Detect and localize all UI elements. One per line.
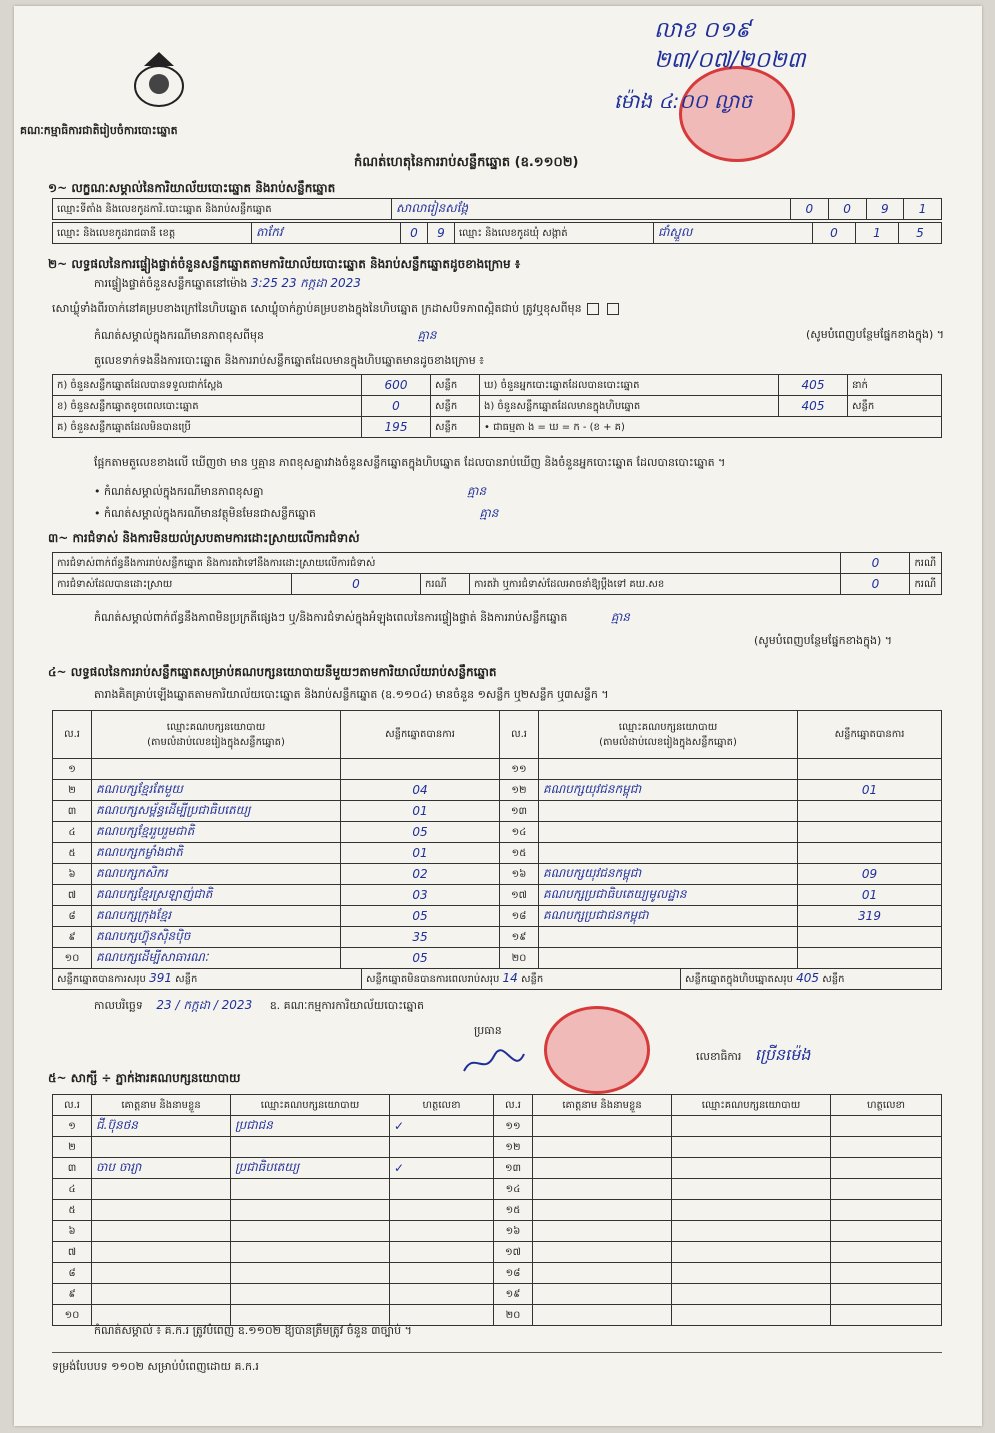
witness-no: ១៥ [494, 1200, 533, 1221]
result-party [539, 927, 798, 948]
result-party [539, 843, 798, 864]
result-no: ១៣ [500, 801, 539, 822]
result-votes [798, 822, 942, 843]
province-label: ឈ្មោះ និងលេខកូដរាជធានី ខេត្ត [53, 223, 252, 244]
witness-no: ១៩ [494, 1284, 533, 1305]
witness-party: ប្រជាធិបតេយ្យ [231, 1158, 390, 1179]
result-no: ១២ [500, 780, 539, 801]
intro-day: 23 [281, 276, 297, 290]
result-votes: 05 [341, 906, 500, 927]
witness-party [231, 1305, 390, 1326]
witness-name [533, 1137, 672, 1158]
office-code-1: 0 [791, 199, 829, 220]
sign-org: ឧ. គណៈកម្មការការិយាល័យបោះឆ្នោត [269, 999, 424, 1012]
section3-note-label: កំណត់សម្គាល់ពាក់ព័ន្ធនឹងភាពមិនប្រក្រតីផ្សេងៗ ឬ/និងការជំទាស់ក្នុងអំឡុងពេលនៃការផ្ទៀងផ្ទាត់ និងការរាប់សន្លឹកឆ្នោត [94, 611, 568, 624]
witness-sign [390, 1263, 494, 1284]
result-votes: 01 [798, 885, 942, 906]
table-row [53, 885, 942, 906]
witness-sign [831, 1284, 942, 1305]
witness-name [92, 1242, 231, 1263]
objection-row3-value: 0 [841, 574, 910, 595]
result-votes: 02 [341, 864, 500, 885]
section3-hint: (សូមបំពេញបន្ថែមផ្នែកខាងក្នុង) ។ [754, 634, 893, 647]
witness-party [672, 1137, 831, 1158]
witness-party [231, 1221, 390, 1242]
result-no: ១៦ [500, 864, 539, 885]
witness-party [672, 1305, 831, 1326]
result-votes: 319 [798, 906, 942, 927]
witness-name [533, 1179, 672, 1200]
witness-name [92, 1284, 231, 1305]
table-row [53, 1158, 942, 1179]
result-no: ៣ [53, 801, 92, 822]
witness-name [533, 1221, 672, 1242]
count-e-value: 405 [779, 396, 848, 417]
result-votes [798, 801, 942, 822]
witness-no: ១៧ [494, 1242, 533, 1263]
result-no: ២ [53, 780, 92, 801]
witness-no: ៣ [53, 1158, 92, 1179]
witness-name [533, 1284, 672, 1305]
witness-no: ១១ [494, 1116, 533, 1137]
witness-no: ៥ [53, 1200, 92, 1221]
table-row [53, 1137, 942, 1158]
office-code-2: 0 [828, 199, 866, 220]
witness-party [231, 1263, 390, 1284]
table-row [53, 822, 942, 843]
table-row [53, 1242, 942, 1263]
count-a-value: 600 [362, 375, 431, 396]
result-no: ១៩ [500, 927, 539, 948]
table-row [53, 1284, 942, 1305]
result-no: ១ [53, 759, 92, 780]
date-label: កាលបរិច្ឆេទ [94, 999, 143, 1012]
col-party-left-sub: (តាមលំដាប់លេខរៀងក្នុងសន្លឹកឆ្នោត) [147, 736, 285, 748]
witness-sign [831, 1242, 942, 1263]
witness-no: ៤ [53, 1179, 92, 1200]
commune-value: ជាំស្នួល [654, 223, 813, 244]
witness-sign [390, 1305, 494, 1326]
witness-no: ១០ [53, 1305, 92, 1326]
witness-sign [390, 1221, 494, 1242]
w-col-party-left: ឈ្មោះគណបក្សនយោបាយ [231, 1095, 390, 1116]
witness-sign [390, 1242, 494, 1263]
col-party-right [539, 711, 798, 759]
section1-table [52, 198, 942, 220]
witness-party [231, 1137, 390, 1158]
total-valid-cell [53, 969, 362, 990]
result-party: គណបក្សខ្មែរស្រឡាញ់ជាតិ [92, 885, 341, 906]
section2-intro-2 [52, 302, 942, 316]
count-b-value: 0 [362, 396, 431, 417]
witness-no: ១៨ [494, 1263, 533, 1284]
emblem-icon [124, 46, 194, 110]
result-party: គណបក្សខ្មែរតែមួយ [92, 780, 341, 801]
count-c-unit: សន្លឹក [431, 417, 480, 438]
table-row [53, 1200, 942, 1221]
witness-sign [390, 1200, 494, 1221]
result-votes: 05 [341, 822, 500, 843]
secretary-line [696, 1045, 811, 1064]
witness-sign [390, 1137, 494, 1158]
col-votes-right: សន្លឹកឆ្នោតបានការ [798, 711, 942, 759]
form-title: កំណត់ហេតុនៃការរាប់សន្លឹកឆ្នោត (ឧ.១១០២) [354, 155, 579, 170]
intro-text-2: សោឃ្លុំទាំងពីរចាក់នៅគម្របខាងក្រៅនៃហិបឆ្នោត សោឃ្លុំចាក់ភ្ជាប់គម្របខាងក្នុងនៃហិបឆ្នោត ក្រដាសបិទភាពស្អិតជាប់ ត្រូវឬខុសពីមុន [52, 302, 582, 315]
check-line: ផ្អែកតាមតួលេខខាងលើ ឃើញថា មាន ឬគ្មាន ភាពខុសគ្នារវាងចំនួនសន្លឹកឆ្នោតក្នុងហិបឆ្នោត ដែលបានរាប់ឃើញ និងចំនួនអ្នកបោះឆ្នោត ដែលបានបោះឆ្នោត ។ [94, 456, 726, 469]
counts-row [53, 417, 942, 438]
witness-sign [831, 1179, 942, 1200]
result-no: ៦ [53, 864, 92, 885]
diff-value: គ្មាន [467, 484, 487, 498]
result-party: គណបក្សខ្មែររួបរួមជាតិ [92, 822, 341, 843]
result-party [539, 822, 798, 843]
result-party [539, 801, 798, 822]
results-table [52, 710, 942, 969]
section4-title: ៤~ លទ្ធផលនៃការរាប់សន្លឹកឆ្នោតសម្រាប់គណបក្សនយោបាយនីមួយៗតាមការិយាល័យរាប់សន្លឹកឆ្នោត [48, 665, 497, 679]
witness-no: ១៣ [494, 1158, 533, 1179]
result-party [539, 759, 798, 780]
witness-no: ២ [53, 1137, 92, 1158]
total-invalid-value: 14 [502, 971, 518, 985]
witness-sign [390, 1284, 494, 1305]
commune-code-1: 0 [813, 223, 856, 244]
result-no: ១៤ [500, 822, 539, 843]
official-seal [544, 1006, 650, 1094]
witness-party [672, 1116, 831, 1137]
section3-note [94, 610, 944, 625]
section3-table [52, 552, 942, 595]
witness-no: ២០ [494, 1305, 533, 1326]
office-value: សាលារៀនសង្កែ [392, 199, 791, 220]
result-votes [798, 759, 942, 780]
secretary-sign: ប្រើនម៉េង [754, 1045, 811, 1064]
witness-name [92, 1179, 231, 1200]
result-party: គណបក្សក្រុងខ្មែរ [92, 906, 341, 927]
section3-note-value: គ្មាន [610, 610, 630, 624]
form-sheet [14, 6, 982, 1426]
witness-sign [831, 1221, 942, 1242]
witness-party [672, 1284, 831, 1305]
section3-title: ៣~ ការជំទាស់ និងការមិនយល់ស្របតាមការដោះស្រាយលើការជំទាស់ [48, 531, 360, 545]
witness-table [52, 1094, 942, 1326]
checkbox-correct[interactable] [587, 303, 599, 315]
w-col-sign-left: ហត្ថលេខា [390, 1095, 494, 1116]
witness-no: ១៦ [494, 1221, 533, 1242]
hand-time: ម៉ោង ៤:០០ ល្ងាច [614, 89, 753, 113]
witness-sign [831, 1305, 942, 1326]
result-party: គណបក្សប្រជាជនកម្ពុជា [539, 906, 798, 927]
count-b-unit: សន្លឹក [431, 396, 480, 417]
table-row [53, 1305, 942, 1326]
total-box-cell [681, 969, 942, 990]
result-no: ៩ [53, 927, 92, 948]
result-votes: 01 [341, 843, 500, 864]
note-line [94, 328, 944, 343]
commune-code-2: 1 [856, 223, 899, 244]
witness-sign [831, 1263, 942, 1284]
diff-line [94, 484, 944, 499]
witness-name [533, 1200, 672, 1221]
result-votes [798, 843, 942, 864]
result-no: ១៥ [500, 843, 539, 864]
objection-row2-label: ការជំទាស់ដែលបានដោះស្រាយ [53, 574, 292, 595]
total-box-unit: សន្លឹក [822, 974, 845, 985]
count-c-value: 195 [362, 417, 431, 438]
witness-name [533, 1116, 672, 1137]
table-row [53, 948, 942, 969]
witness-no: ៦ [53, 1221, 92, 1242]
witness-party [231, 1242, 390, 1263]
intro-text-1: ការផ្ទៀងផ្ទាត់ចំនួនសន្លឹកឆ្នោតនៅម៉ោង [94, 277, 248, 290]
section1-table-2 [52, 222, 942, 244]
objection-row3-label: ការតវ៉ា ឬការជំទាស់ដែលអាចនាំឱ្យប្តឹងទៅ គឃ.សខ [470, 574, 841, 595]
witness-name: ចាប ចារ្យា [92, 1158, 231, 1179]
result-no: ៤ [53, 822, 92, 843]
result-party: គណបក្សហ៊្វុនស៊ិនប៉ិច [92, 927, 341, 948]
result-party: គណបក្សប្រជាធិបតេយ្យមូលដ្ឋាន [539, 885, 798, 906]
count-d-value: 405 [779, 375, 848, 396]
witness-no: ១៤ [494, 1179, 533, 1200]
witness-party [672, 1242, 831, 1263]
witness-party [672, 1200, 831, 1221]
counts-table [52, 374, 942, 438]
result-votes [798, 927, 942, 948]
table-row [53, 759, 942, 780]
hand-number: លាខ ០១៩ [654, 18, 751, 43]
total-box-label: សន្លឹកឆ្នោតក្នុងហិបឆ្នោតសរុប [685, 974, 793, 985]
counts-row [53, 396, 942, 417]
count-a-unit: សន្លឹក [431, 375, 480, 396]
witness-party [672, 1263, 831, 1284]
table-row [53, 780, 942, 801]
footer-form: ទម្រង់បែបបទ ១១០២ សម្រាប់បំពេញដោយ គ.ក.រ [52, 1360, 259, 1373]
w-col-name-left: គោត្តនាម និងនាមខ្លួន [92, 1095, 231, 1116]
result-votes [798, 948, 942, 969]
result-votes: 03 [341, 885, 500, 906]
note-label: កំណត់សម្គាល់ក្នុងករណីមានភាពខុសពីមុន [94, 329, 264, 342]
table-row [53, 927, 942, 948]
result-party: គណបក្សយុវជនកម្ពុជា [539, 864, 798, 885]
intro-month: កក្កដា [300, 276, 327, 290]
org-name: គណៈកម្មាធិការជាតិរៀបចំការបោះឆ្នោត [20, 124, 178, 137]
footer-note: កំណត់សម្គាល់ ៖ គ.ក.រ ត្រូវបំពេញ ឧ.១១០២ ឱ្យបានត្រឹមត្រូវ ចំនួន ៣ច្បាប់ ។ [94, 1324, 412, 1337]
witness-no: ៨ [53, 1263, 92, 1284]
w-col-name-right: គោត្តនាម និងនាមខ្លួន [533, 1095, 672, 1116]
witness-name: ជី.ប៊ុនថន [92, 1116, 231, 1137]
result-party [92, 759, 341, 780]
office-label: ឈ្មោះទីតាំង និងលេខកូដការិ.បោះឆ្នោត និងរាប់សន្លឹកឆ្នោត [53, 199, 392, 220]
witness-party [231, 1284, 390, 1305]
witness-sign [831, 1116, 942, 1137]
witness-no: ១ [53, 1116, 92, 1137]
witness-name [533, 1305, 672, 1326]
result-no: ៥ [53, 843, 92, 864]
witness-sign [831, 1137, 942, 1158]
total-valid-value: 391 [149, 971, 172, 985]
witness-party [231, 1179, 390, 1200]
result-votes: 35 [341, 927, 500, 948]
col-no-right: ល.រ [500, 711, 539, 759]
witness-no: ៧ [53, 1242, 92, 1263]
witness-name [533, 1158, 672, 1179]
object-line [94, 506, 944, 521]
footer-divider [52, 1352, 942, 1353]
total-invalid-cell [362, 969, 681, 990]
table-row [53, 801, 942, 822]
w-col-no-left: ល.រ [53, 1095, 92, 1116]
office-code-4: 1 [904, 199, 942, 220]
result-party: គណបក្សសម្ព័ន្ធដើម្បីប្រជាធិបតេយ្យ [92, 801, 341, 822]
col-party-right-title: ឈ្មោះគណបក្សនយោបាយ [618, 721, 718, 733]
total-box-value: 405 [796, 971, 820, 985]
witness-name [533, 1263, 672, 1284]
objection-row3-unit: ករណី [910, 574, 942, 595]
w-col-no-right: ល.រ [494, 1095, 533, 1116]
col-party-left-title: ឈ្មោះគណបក្សនយោបាយ [166, 721, 266, 733]
office-code-3: 9 [866, 199, 904, 220]
count-a-label: ក) ចំនួនសន្លឹកឆ្នោតដែលបានទទួលជាក់ស្តែង [53, 375, 362, 396]
count-e-label: ង) ចំនួនសន្លឹកឆ្នោតដែលមានក្នុងហិបឆ្នោត [480, 396, 779, 417]
col-votes-left: សន្លឹកឆ្នោតបានការ [341, 711, 500, 759]
witness-sign: ✓ [390, 1158, 494, 1179]
witness-party [672, 1221, 831, 1242]
object-value: គ្មាន [479, 506, 499, 520]
table-row [53, 843, 942, 864]
result-party: គណបក្សកម្លាំងជាតិ [92, 843, 341, 864]
w-col-party-right: ឈ្មោះគណបក្សនយោបាយ [672, 1095, 831, 1116]
result-no: ១០ [53, 948, 92, 969]
secretary-label: លេខាធិការ [696, 1050, 742, 1063]
witness-name [92, 1263, 231, 1284]
result-votes: 01 [341, 801, 500, 822]
col-party-right-sub: (តាមលំដាប់លេខរៀងក្នុងសន្លឹកឆ្នោត) [599, 736, 737, 748]
witness-party [672, 1158, 831, 1179]
result-party: គណបក្សដើម្បីសាធារណៈ [92, 948, 341, 969]
chair-signature [459, 1046, 529, 1085]
witness-sign [831, 1158, 942, 1179]
witness-sign: ✓ [390, 1116, 494, 1137]
count-formula: • ជាធម្មតា ង = ឃ = ក - (ខ + គ) [480, 417, 942, 438]
result-party: គណបក្សកសិករ [92, 864, 341, 885]
result-no: ១៧ [500, 885, 539, 906]
witness-party: ប្រជាជន [231, 1116, 390, 1137]
col-party-left [92, 711, 341, 759]
count-d-unit: នាក់ [848, 375, 942, 396]
total-valid-label: សន្លឹកឆ្នោតបានការសរុប [57, 974, 146, 985]
table-row [53, 1263, 942, 1284]
commune-code-3: 5 [899, 223, 942, 244]
col-no-left: ល.រ [53, 711, 92, 759]
section2-intro-line [94, 276, 361, 291]
table-row [53, 1221, 942, 1242]
count-b-label: ខ) ចំនួនសន្លឹកឆ្នោតខូចពេលបោះឆ្នោត [53, 396, 362, 417]
counts-row [53, 375, 942, 396]
witness-no: ៩ [53, 1284, 92, 1305]
objection-row1-label: ការជំទាស់ពាក់ព័ន្ធនឹងការរាប់សន្លឹកឆ្នោត និងការតវ៉ាទៅនឹងការដោះស្រាយលើការជំទាស់ [53, 553, 841, 574]
witness-name [92, 1305, 231, 1326]
witness-sign [831, 1200, 942, 1221]
result-party [539, 948, 798, 969]
witness-party [231, 1200, 390, 1221]
witness-party [672, 1179, 831, 1200]
witness-name [92, 1137, 231, 1158]
counts-intro: តួលេខទាក់ទងនឹងការបោះឆ្នោត និងការរាប់សន្លឹកឆ្នោតដែលមានក្នុងហិបឆ្នោតមានដូចខាងក្រោម ៖ [94, 354, 485, 367]
result-votes: 09 [798, 864, 942, 885]
date-line [94, 998, 424, 1013]
object-label: • កំណត់សម្គាល់ក្នុងករណីមានវត្ថុមិនមែនជាសន្លឹកឆ្នោត [94, 507, 316, 520]
section2-title: ២~ លទ្ធផលនៃការផ្ទៀងផ្ទាត់ចំនួនសន្លឹកឆ្នោតតាមការិយាល័យបោះឆ្នោត និងរាប់សន្លឹកឆ្នោតដូចខាងក្រោម ៖ [48, 257, 521, 271]
date-value: 23 / កក្កដា / 2023 [156, 998, 253, 1012]
diff-label: • កំណត់សម្គាល់ក្នុងករណីមានភាពខុសគ្នា [94, 485, 264, 498]
totals-table [52, 968, 942, 990]
note-hint: (សូមបំពេញបន្ថែមផ្នែកខាងក្នុង) ។ [805, 328, 944, 341]
result-no: ៨ [53, 906, 92, 927]
note-value: គ្មាន [417, 328, 437, 342]
result-no: ៧ [53, 885, 92, 906]
section4-intro: តារាងគិតគ្រាប់ឡើងឆ្នោតតាមការិយាល័យបោះឆ្នោត និងរាប់សន្លឹកឆ្នោត (ឧ.១១០៤) មានចំនួន ១សន្លឹក ឬ២សន្លឹក ឬ៣សន្លឹក ។ [94, 688, 609, 701]
count-e-unit: សន្លឹក [848, 396, 942, 417]
count-c-label: គ) ចំនួនសន្លឹកឆ្នោតដែលមិនបានប្រើ [53, 417, 362, 438]
total-valid-unit: សន្លឹក [175, 974, 198, 985]
chair-label: ប្រធាន [474, 1024, 502, 1037]
witness-sign [390, 1179, 494, 1200]
hand-date: ២៣/០៧/២០២៣ [654, 48, 806, 73]
section1-title: ១~ លក្ខណៈសម្គាល់នៃការិយាល័យបោះឆ្នោត និងរាប់សន្លឹកឆ្នោត [48, 181, 336, 195]
objection-row2-unit: ករណី [421, 574, 470, 595]
witness-name [533, 1242, 672, 1263]
w-col-sign-right: ហត្ថលេខា [831, 1095, 942, 1116]
province-code-2: 9 [428, 223, 455, 244]
result-no: ១១ [500, 759, 539, 780]
table-row [53, 864, 942, 885]
commune-label: ឈ្មោះ និងលេខកូដឃុំ សង្កាត់ [455, 223, 654, 244]
intro-year: 2023 [330, 276, 361, 290]
result-party: គណបក្សយុវជនកម្ពុជា [539, 780, 798, 801]
total-invalid-unit: សន្លឹក [520, 974, 544, 985]
objection-row1-unit: ករណី [910, 553, 942, 574]
province-code-1: 0 [401, 223, 428, 244]
checkbox-wrong[interactable] [607, 303, 619, 315]
province-value: តាកែវ [252, 223, 401, 244]
result-votes: 01 [798, 780, 942, 801]
objection-row2-value: 0 [292, 574, 421, 595]
total-invalid-label: សន្លឹកឆ្នោតមិនបានការពេលរាប់សរុប [366, 974, 500, 985]
intro-time: 3:25 [250, 276, 278, 290]
witness-name [92, 1200, 231, 1221]
objection-row1-value: 0 [841, 553, 910, 574]
result-no: ១៨ [500, 906, 539, 927]
result-votes: 04 [341, 780, 500, 801]
table-row [53, 1179, 942, 1200]
result-votes: 05 [341, 948, 500, 969]
result-votes [341, 759, 500, 780]
witness-name [92, 1221, 231, 1242]
table-row [53, 906, 942, 927]
table-row [53, 1116, 942, 1137]
section5-title: ៥~ សាក្សី ÷ ភ្នាក់ងារគណបក្សនយោបាយ [48, 1071, 241, 1085]
result-no: ២០ [500, 948, 539, 969]
count-d-label: ឃ) ចំនួនអ្នកបោះឆ្នោតដែលបានបោះឆ្នោត [480, 375, 779, 396]
witness-no: ១២ [494, 1137, 533, 1158]
